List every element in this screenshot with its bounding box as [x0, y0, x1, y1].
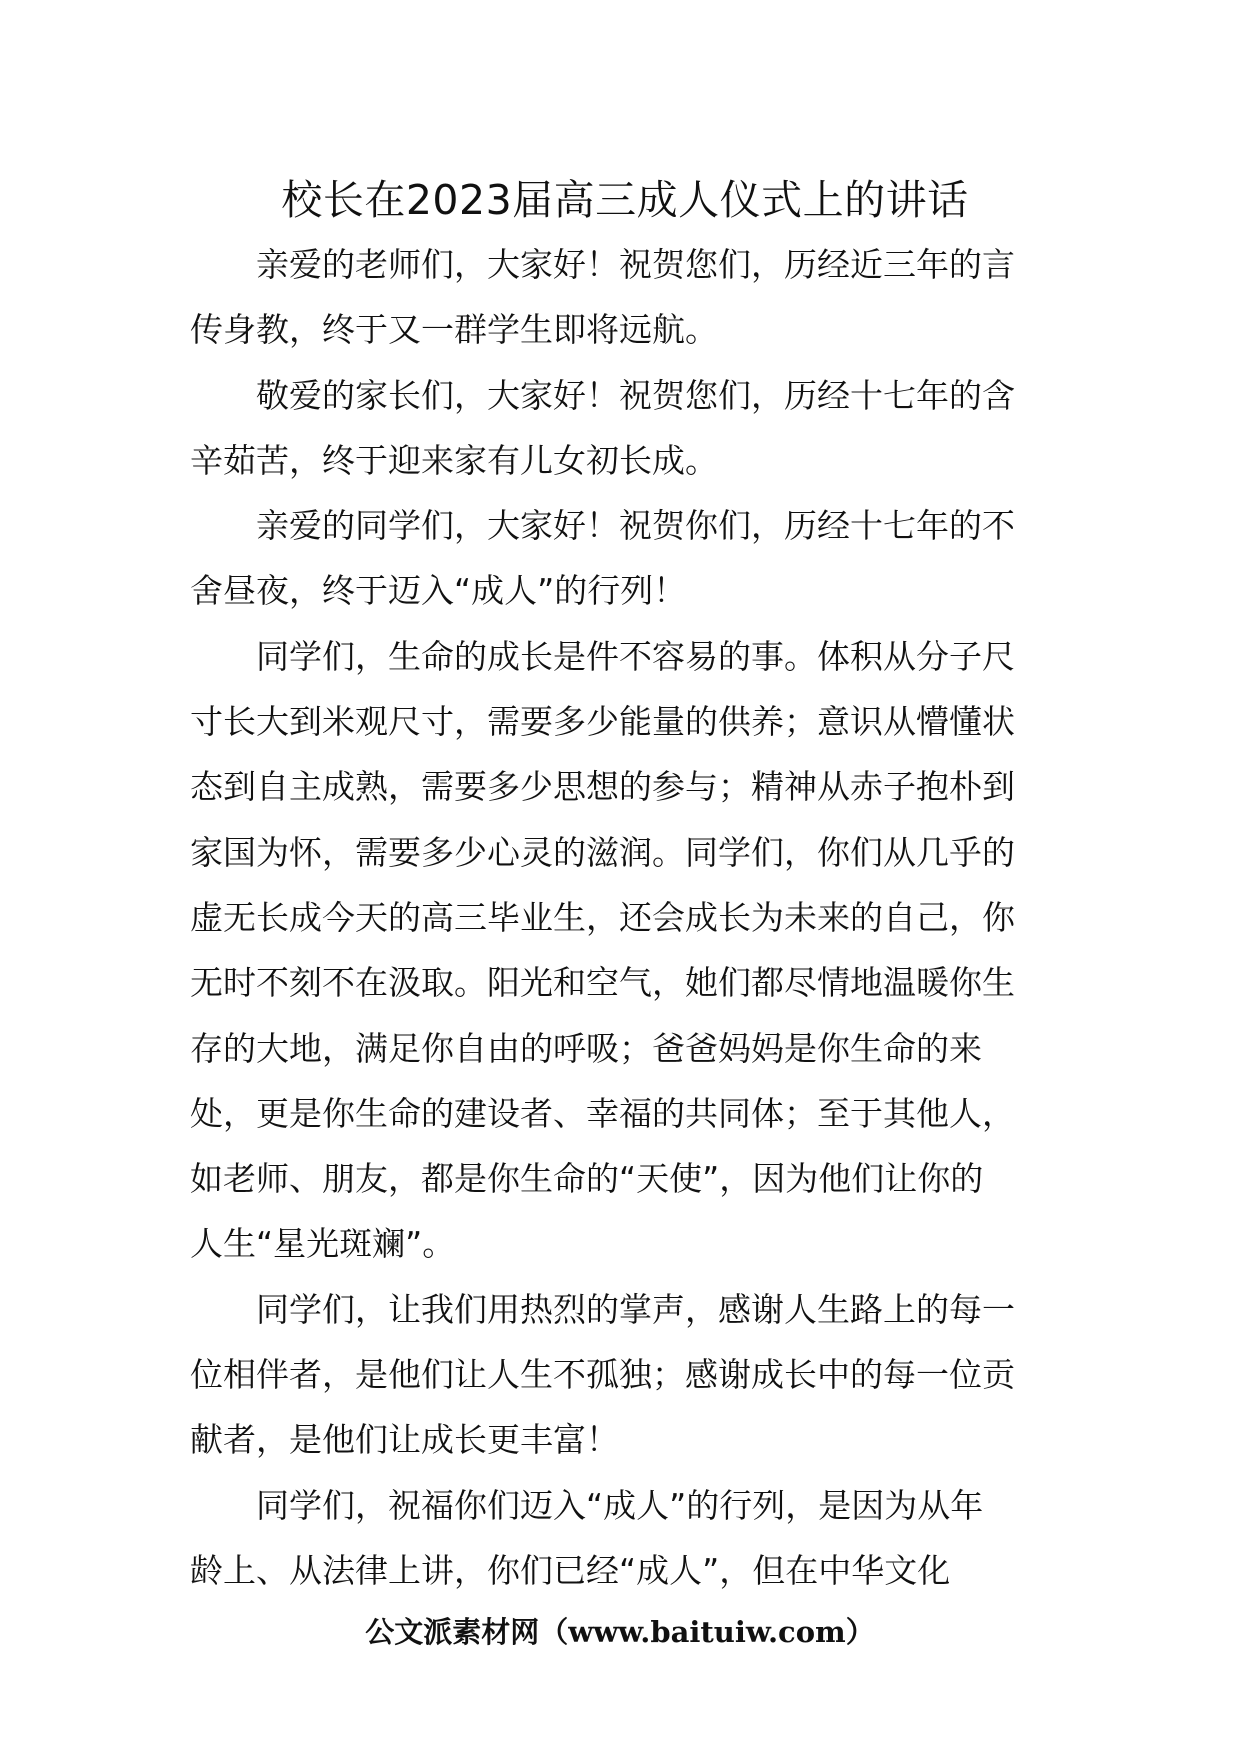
text-line: 寸长大到米观尺寸，需要多少能量的供养；意识从懵懂状: [190, 702, 1015, 742]
text-line: 龄上、从法律上讲，你们已经“成人”，但在中华文化: [190, 1550, 951, 1590]
text-line: 敬爱的家长们，大家好！祝贺您们，历经十七年的含: [256, 375, 1015, 415]
document-body: [190, 232, 1060, 1603]
text-line: 存的大地，满足你自由的呼吸；爸爸妈妈是你生命的来: [190, 1028, 982, 1068]
text-line: 无时不刻不在汲取。阳光和空气，她们都尽情地温暖你生: [190, 963, 1015, 1003]
text-line: 虚无长成今天的高三毕业生，还会成长为未来的自己，你: [190, 897, 1015, 937]
text-line: 家国为怀，需要多少心灵的滋润。同学们，你们从几乎的: [190, 832, 1015, 872]
text-line: 传身教，终于又一群学生即将远航。: [190, 310, 718, 350]
page-footer-watermark: 公文派素材网（www.baituiw.com）: [365, 1615, 875, 1649]
text-line: 位相伴者，是他们让人生不孤独；感谢成长中的每一位贡: [190, 1355, 1015, 1395]
text-line: 辛茹苦，终于迎来家有儿女初长成。: [190, 440, 718, 480]
text-line: 舍昼夜，终于迈入“成人”的行列！: [190, 571, 687, 611]
text-line: 同学们，祝福你们迈入“成人”的行列，是因为从年: [256, 1485, 984, 1525]
text-line: 亲爱的老师们，大家好！祝贺您们，历经近三年的言: [256, 245, 1015, 284]
text-line: 处，更是你生命的建设者、幸福的共同体；至于其他人，: [190, 1093, 1015, 1133]
text-line: 同学们，生命的成长是件不容易的事。体积从分子尺: [256, 636, 1015, 676]
text-line: 亲爱的同学们，大家好！祝贺你们，历经十七年的不: [256, 506, 1015, 546]
document-title: 校长在2023届高三成人仪式上的讲话: [281, 176, 969, 224]
paragraph-gratitude: [190, 1277, 1060, 1473]
paragraph-greeting-teachers: [190, 232, 1060, 363]
paragraph-blessing: [190, 1473, 1060, 1604]
paragraph-greeting-students: [190, 493, 1060, 624]
text-line: 态到自主成熟，需要多少思想的参与；精神从赤子抱朴到: [190, 767, 1015, 807]
paragraph-growth: [190, 624, 1060, 1277]
text-line: 献者，是他们让成长更丰富！: [190, 1420, 619, 1460]
text-line: 如老师、朋友，都是你生命的“天使”，因为他们让你的: [190, 1159, 984, 1199]
text-line: 人生“星光斑斓”。: [190, 1224, 456, 1264]
paragraph-greeting-parents: [190, 363, 1060, 494]
text-line: 同学们，让我们用热烈的掌声，感谢人生路上的每一: [256, 1289, 1015, 1329]
